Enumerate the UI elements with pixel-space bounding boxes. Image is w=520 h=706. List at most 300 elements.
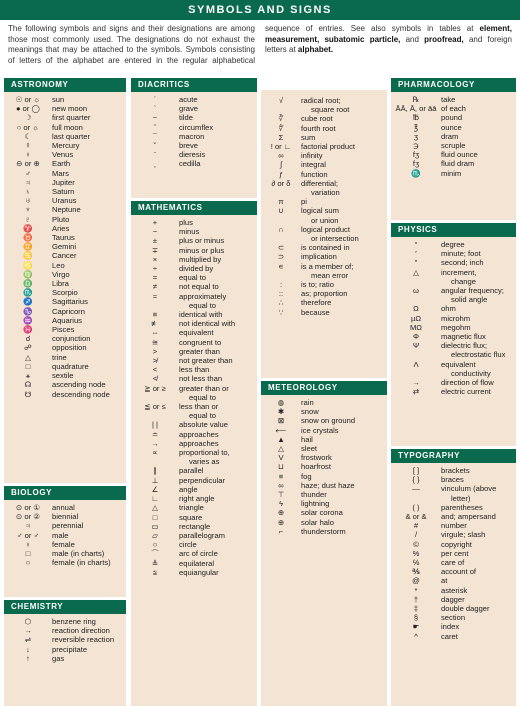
symbol-row — [391, 104, 516, 113]
symbol-row — [131, 485, 257, 494]
symbol-definition — [52, 196, 126, 205]
symbol-definition — [301, 179, 387, 197]
symbol-glyph: ! or ∟ — [270, 142, 292, 152]
definition-line: function — [301, 169, 328, 179]
symbol-row — [391, 549, 516, 558]
definition-line: Capricorn — [52, 306, 85, 316]
symbol-glyph: − — [152, 227, 158, 237]
symbol-definition — [301, 416, 387, 425]
definition-line: sun — [52, 95, 65, 104]
symbol-row — [4, 635, 126, 644]
symbol-definition — [441, 169, 516, 178]
definition-line: magnetic flux — [441, 332, 486, 342]
symbol-glyph: ≦ or ≤ — [144, 402, 166, 412]
symbol-glyph: △ — [25, 352, 31, 362]
symbol-glyph: ± — [152, 236, 158, 246]
symbol-row — [4, 178, 126, 187]
symbol-definition — [441, 576, 516, 585]
symbol-glyph: ℅ — [412, 558, 420, 568]
definition-line: sum — [301, 132, 316, 142]
symbol-glyph: ≡ — [152, 310, 158, 320]
symbol-row — [391, 503, 516, 512]
symbol-definition — [441, 567, 516, 576]
symbol-glyph: ( ) — [412, 502, 420, 512]
symbol-definition — [441, 314, 516, 323]
symbol-glyph: ⊙ or ② — [15, 512, 41, 522]
symbol-definition — [441, 360, 516, 378]
symbol-definition — [441, 159, 516, 168]
symbol-glyph: ¸ — [153, 159, 157, 169]
symbol-definition — [179, 113, 257, 122]
symbol-definition — [441, 258, 516, 267]
definition-line: approaches — [179, 429, 219, 439]
symbol-glyph: ℥ — [413, 122, 419, 132]
definition-line: snow on ground — [301, 416, 356, 426]
symbol-row — [4, 371, 126, 380]
symbol-row — [4, 343, 126, 352]
symbol-row — [261, 151, 387, 160]
definition-line: annual — [52, 503, 75, 512]
definition-line: less than or — [179, 402, 219, 412]
symbol-row — [4, 95, 126, 104]
symbol-definition — [441, 521, 516, 530]
symbol-row — [4, 104, 126, 113]
symbol-row — [391, 576, 516, 585]
symbol-glyph: △ — [278, 444, 284, 454]
definition-line: snow — [301, 407, 319, 417]
symbol-glyph: ◍ — [277, 398, 285, 407]
symbol-row — [261, 160, 387, 169]
symbol-definition — [52, 150, 126, 159]
symbol-row — [4, 645, 126, 654]
symbol-row — [391, 286, 516, 304]
symbol-row — [261, 407, 387, 416]
symbol-glyph: ○ or ☼ — [16, 122, 40, 132]
symbol-glyph: ♂ — [25, 168, 31, 178]
definition-line: Venus — [52, 150, 74, 160]
symbol-row — [4, 549, 126, 558]
definition-line: macron — [179, 131, 205, 141]
symbol-row — [261, 518, 387, 527]
symbol-row — [131, 132, 257, 141]
symbol-definition — [52, 362, 126, 371]
symbol-row — [4, 123, 126, 132]
symbol-glyph: ✱ — [277, 407, 285, 417]
symbol-glyph: Ψ — [412, 341, 420, 351]
definition-line: hail — [301, 434, 313, 444]
symbol-row — [4, 390, 126, 399]
symbol-row — [131, 466, 257, 475]
definition-line: varies as — [189, 457, 220, 467]
meteorology-section — [261, 381, 387, 706]
symbol-row — [391, 484, 516, 502]
symbol-definition — [179, 273, 257, 282]
definition-line: perennial — [52, 521, 84, 531]
symbol-glyph: ⊠ — [277, 416, 285, 426]
definition-line: absolute value — [179, 420, 228, 430]
symbol-definition — [179, 347, 257, 356]
symbol-glyph: ´ — [153, 95, 157, 104]
symbol-glyph: ∠ — [151, 484, 159, 494]
astronomy-section — [4, 78, 126, 483]
symbol-glyph: ♏ — [411, 168, 421, 178]
definition-line: acute — [179, 95, 198, 104]
definition-line: pound — [441, 113, 463, 123]
symbol-row — [4, 540, 126, 549]
definition-line: rectangle — [179, 521, 211, 531]
symbol-definition — [52, 343, 126, 352]
definition-line: asterisk — [441, 585, 468, 595]
symbol-definition — [52, 380, 126, 389]
symbol-row — [391, 475, 516, 484]
symbol-row — [261, 142, 387, 151]
mathematics-continued-section — [261, 90, 387, 378]
symbol-row — [4, 113, 126, 122]
symbol-definition — [52, 242, 126, 251]
symbol-glyph: † — [413, 594, 419, 604]
symbol-row — [131, 540, 257, 549]
symbol-definition — [52, 503, 126, 512]
symbol-row — [391, 387, 516, 396]
symbol-glyph: ♅ — [25, 196, 31, 206]
symbol-row — [131, 95, 257, 104]
symbol-glyph: ♇ — [25, 214, 31, 224]
symbol-definition — [441, 304, 516, 313]
biology-section — [4, 486, 126, 597]
typography-section — [391, 449, 516, 706]
symbol-row — [4, 242, 126, 251]
symbol-row — [131, 328, 257, 337]
symbol-row — [261, 206, 387, 224]
symbol-row — [261, 179, 387, 197]
symbol-row — [261, 490, 387, 499]
symbol-definition — [52, 205, 126, 214]
symbol-definition — [441, 387, 516, 396]
symbol-glyph: ` — [153, 104, 157, 114]
symbol-definition — [52, 251, 126, 260]
symbol-row — [4, 288, 126, 297]
definition-line: greater than — [179, 346, 220, 356]
symbol-definition — [441, 512, 516, 521]
symbol-glyph: △ — [413, 267, 419, 277]
definition-line: fluid dram — [441, 159, 475, 169]
symbol-glyph: ″ — [414, 258, 418, 268]
symbol-glyph: / — [414, 530, 418, 540]
symbol-definition — [441, 595, 516, 604]
symbol-row — [131, 430, 257, 439]
definition-line: mean error — [311, 270, 349, 280]
symbol-definition — [179, 150, 257, 159]
definition-line: gas — [52, 653, 65, 663]
symbol-definition — [179, 402, 257, 420]
symbol-row — [4, 558, 126, 567]
symbol-glyph: ϟ — [278, 499, 284, 509]
symbol-definition — [301, 252, 387, 261]
symbol-glyph: ♐ — [23, 297, 33, 307]
symbol-glyph: Σ — [278, 132, 284, 142]
symbol-row — [391, 123, 516, 132]
symbol-glyph: ▱ — [152, 530, 158, 540]
definition-line: Virgo — [52, 269, 70, 279]
symbol-definition — [52, 353, 126, 362]
definition-line: arc of circle — [179, 549, 218, 559]
symbol-row — [131, 246, 257, 255]
definition-line: ice crystals — [301, 425, 339, 435]
symbol-definition — [52, 512, 126, 521]
definition-line: minim — [441, 168, 462, 178]
symbol-glyph: ℞ — [412, 95, 420, 104]
symbol-glyph: % — [412, 548, 420, 558]
definition-line: hoarfrost — [301, 462, 331, 472]
symbol-glyph: ♂ or ♂ — [16, 530, 40, 540]
symbol-row — [261, 508, 387, 517]
symbol-glyph: ♈ — [23, 223, 33, 233]
definition-line: take — [441, 95, 456, 104]
symbol-definition — [179, 95, 257, 104]
diacritics-section — [131, 78, 257, 198]
symbol-row — [261, 298, 387, 307]
symbol-glyph: [ ] — [412, 466, 420, 475]
symbol-definition — [52, 390, 126, 399]
definition-line: pi — [301, 197, 307, 207]
symbol-row — [391, 586, 516, 595]
symbol-definition — [441, 268, 516, 286]
symbol-definition — [52, 169, 126, 178]
symbol-glyph: § — [413, 613, 419, 623]
symbol-row — [261, 262, 387, 280]
symbol-row — [391, 95, 516, 104]
symbol-definition — [441, 249, 516, 258]
definition-line: congruent to — [179, 337, 222, 347]
definition-line: of each — [441, 104, 466, 114]
definition-line: tilde — [179, 113, 193, 123]
symbol-glyph: → — [24, 626, 32, 636]
definition-line: conjunction — [52, 334, 91, 344]
symbol-definition — [52, 288, 126, 297]
symbol-glyph: ● or ◯ — [15, 104, 41, 114]
symbol-row — [4, 512, 126, 521]
symbol-definition — [179, 448, 257, 466]
physics-section — [391, 223, 516, 446]
definition-line: fluid ounce — [441, 150, 478, 160]
symbol-definition — [52, 626, 126, 635]
symbol-definition — [441, 150, 516, 159]
symbol-glyph: ⇌ — [24, 635, 32, 645]
typography-heading: TYPOGRAPHY — [391, 449, 516, 463]
definition-line: lightning — [301, 499, 330, 509]
symbol-definition — [441, 132, 516, 141]
symbol-glyph: ⩭ — [152, 567, 158, 577]
symbol-row — [4, 159, 126, 168]
symbol-row — [4, 617, 126, 626]
symbol-definition — [179, 141, 257, 150]
symbol-row — [131, 513, 257, 522]
definition-line: new moon — [52, 104, 88, 114]
symbol-row — [391, 567, 516, 576]
symbol-definition — [52, 654, 126, 663]
link-measurement[interactable]: measurement, — [265, 34, 320, 44]
symbol-row — [261, 499, 387, 508]
link-subatomic-particle[interactable]: subatomic particle, — [324, 34, 401, 44]
mathematics-heading: MATHEMATICS — [131, 201, 257, 215]
symbol-row — [391, 323, 516, 332]
symbol-row — [4, 251, 126, 260]
link-proofread[interactable]: proofread, — [424, 34, 464, 44]
definition-line: double dagger — [441, 604, 490, 614]
symbol-glyph: + — [152, 218, 158, 227]
symbol-glyph: ∟ — [151, 494, 159, 504]
symbol-definition — [441, 604, 516, 613]
definition-line: equal to — [179, 273, 207, 283]
symbol-row — [391, 530, 516, 539]
symbol-glyph: □ — [25, 549, 31, 559]
symbol-glyph: ⊃ — [277, 252, 285, 262]
symbol-definition — [301, 444, 387, 453]
symbol-glyph: ^ — [414, 631, 418, 641]
symbol-definition — [52, 325, 126, 334]
definition-line: parallelogram — [179, 530, 226, 540]
symbol-row — [391, 169, 516, 178]
link-element[interactable]: element, — [479, 24, 512, 33]
definition-line: first quarter — [52, 113, 91, 123]
definition-line: equivalent — [441, 359, 476, 369]
symbol-row — [391, 258, 516, 267]
definition-line: fourth root — [301, 123, 336, 133]
definition-line: Scorpio — [52, 288, 78, 298]
symbol-definition — [179, 374, 257, 383]
symbol-glyph: ☌ — [25, 334, 31, 344]
symbol-row — [391, 521, 516, 530]
definition-line: thunder — [301, 490, 327, 500]
symbol-glyph: ♊ — [23, 242, 33, 252]
symbol-definition — [301, 160, 387, 169]
definition-line: account of — [441, 567, 477, 577]
definition-line: ascending node — [52, 380, 106, 390]
symbol-definition — [441, 475, 516, 484]
definition-line: logical product — [301, 224, 350, 234]
symbol-definition — [441, 466, 516, 475]
symbol-row — [131, 439, 257, 448]
definition-line: as; proportion — [301, 289, 348, 299]
symbol-definition — [179, 420, 257, 429]
definition-line: index — [441, 622, 460, 632]
symbol-glyph: ω — [413, 286, 419, 296]
astronomy-heading: ASTRONOMY — [4, 78, 126, 92]
symbol-glyph: ☾ — [24, 131, 32, 141]
symbol-row — [131, 255, 257, 264]
symbol-glyph: ⚹ — [25, 371, 31, 381]
symbol-glyph: ℈ — [413, 141, 419, 151]
symbol-row — [4, 215, 126, 224]
symbol-glyph: ♌ — [23, 260, 33, 270]
symbol-row — [131, 150, 257, 159]
definition-line: identical with — [179, 310, 223, 320]
biology-heading: BIOLOGY — [4, 486, 126, 500]
definition-line: or union — [311, 215, 339, 225]
symbol-definition — [301, 462, 387, 471]
symbol-row — [391, 268, 516, 286]
symbol-definition — [441, 378, 516, 387]
symbol-definition — [441, 632, 516, 641]
symbol-glyph: ¨ — [153, 150, 157, 160]
symbol-glyph: @ — [412, 576, 420, 586]
symbol-definition — [301, 114, 387, 123]
symbol-definition — [441, 113, 516, 122]
symbol-definition — [179, 227, 257, 236]
link-alphabet[interactable]: alphabet. — [297, 45, 334, 55]
definition-line: section — [441, 613, 466, 623]
definition-line: approaches — [179, 438, 219, 448]
physics-heading: PHYSICS — [391, 223, 516, 237]
symbol-glyph: ♎ — [23, 279, 33, 289]
symbol-row — [391, 466, 516, 475]
symbol-row — [391, 240, 516, 249]
definition-line: Aries — [52, 223, 70, 233]
symbol-definition — [441, 104, 516, 113]
definition-line: equal to — [189, 300, 217, 310]
symbol-definition — [179, 494, 257, 503]
symbol-row — [261, 197, 387, 206]
symbol-glyph: ⊕ — [277, 508, 285, 518]
definition-line: virgule; slash — [441, 530, 486, 540]
symbol-glyph: ↑ — [26, 653, 30, 663]
symbol-row — [131, 568, 257, 577]
definition-line: solar corona — [301, 508, 343, 518]
symbol-glyph: # — [413, 521, 419, 531]
symbol-glyph: ♃ — [25, 177, 31, 187]
symbol-row — [391, 604, 516, 613]
definition-line: electric current — [441, 387, 491, 397]
symbol-definition — [441, 332, 516, 341]
definition-line: approximately — [179, 291, 227, 301]
symbol-row — [131, 264, 257, 273]
symbol-glyph: ☍ — [24, 343, 32, 353]
symbol-glyph: ♄ — [25, 187, 31, 197]
symbol-definition — [52, 141, 126, 150]
symbol-row — [4, 626, 126, 635]
definition-line: Pisces — [52, 325, 75, 335]
definition-line: proportional to, — [179, 448, 230, 458]
definition-line: implication — [301, 252, 337, 262]
symbol-row — [4, 132, 126, 141]
symbol-glyph: ♒ — [23, 315, 33, 325]
symbol-row — [4, 224, 126, 233]
symbol-row — [4, 353, 126, 362]
definition-line: ounce — [441, 122, 462, 132]
symbol-definition — [441, 540, 516, 549]
diacritics-heading: DIACRITICS — [131, 78, 257, 92]
symbol-definition — [179, 218, 257, 227]
definition-line: frostwork — [301, 453, 332, 463]
symbol-row — [261, 462, 387, 471]
symbol-row — [261, 225, 387, 243]
definition-line: fog — [301, 471, 312, 481]
symbol-glyph: ∊ — [278, 261, 284, 271]
definition-line: Aquarius — [52, 315, 82, 325]
definition-line: circle — [179, 540, 197, 550]
symbol-row — [4, 205, 126, 214]
symbol-definition — [179, 485, 257, 494]
definition-line: plus or minus — [179, 236, 225, 246]
symbol-row — [261, 453, 387, 462]
symbol-definition — [301, 151, 387, 160]
definition-line: copyright — [441, 539, 472, 549]
symbol-definition — [52, 270, 126, 279]
symbol-definition — [301, 407, 387, 416]
definition-line: brackets — [441, 466, 470, 475]
definition-line: because — [301, 307, 330, 317]
definition-line: sleet — [301, 444, 318, 454]
